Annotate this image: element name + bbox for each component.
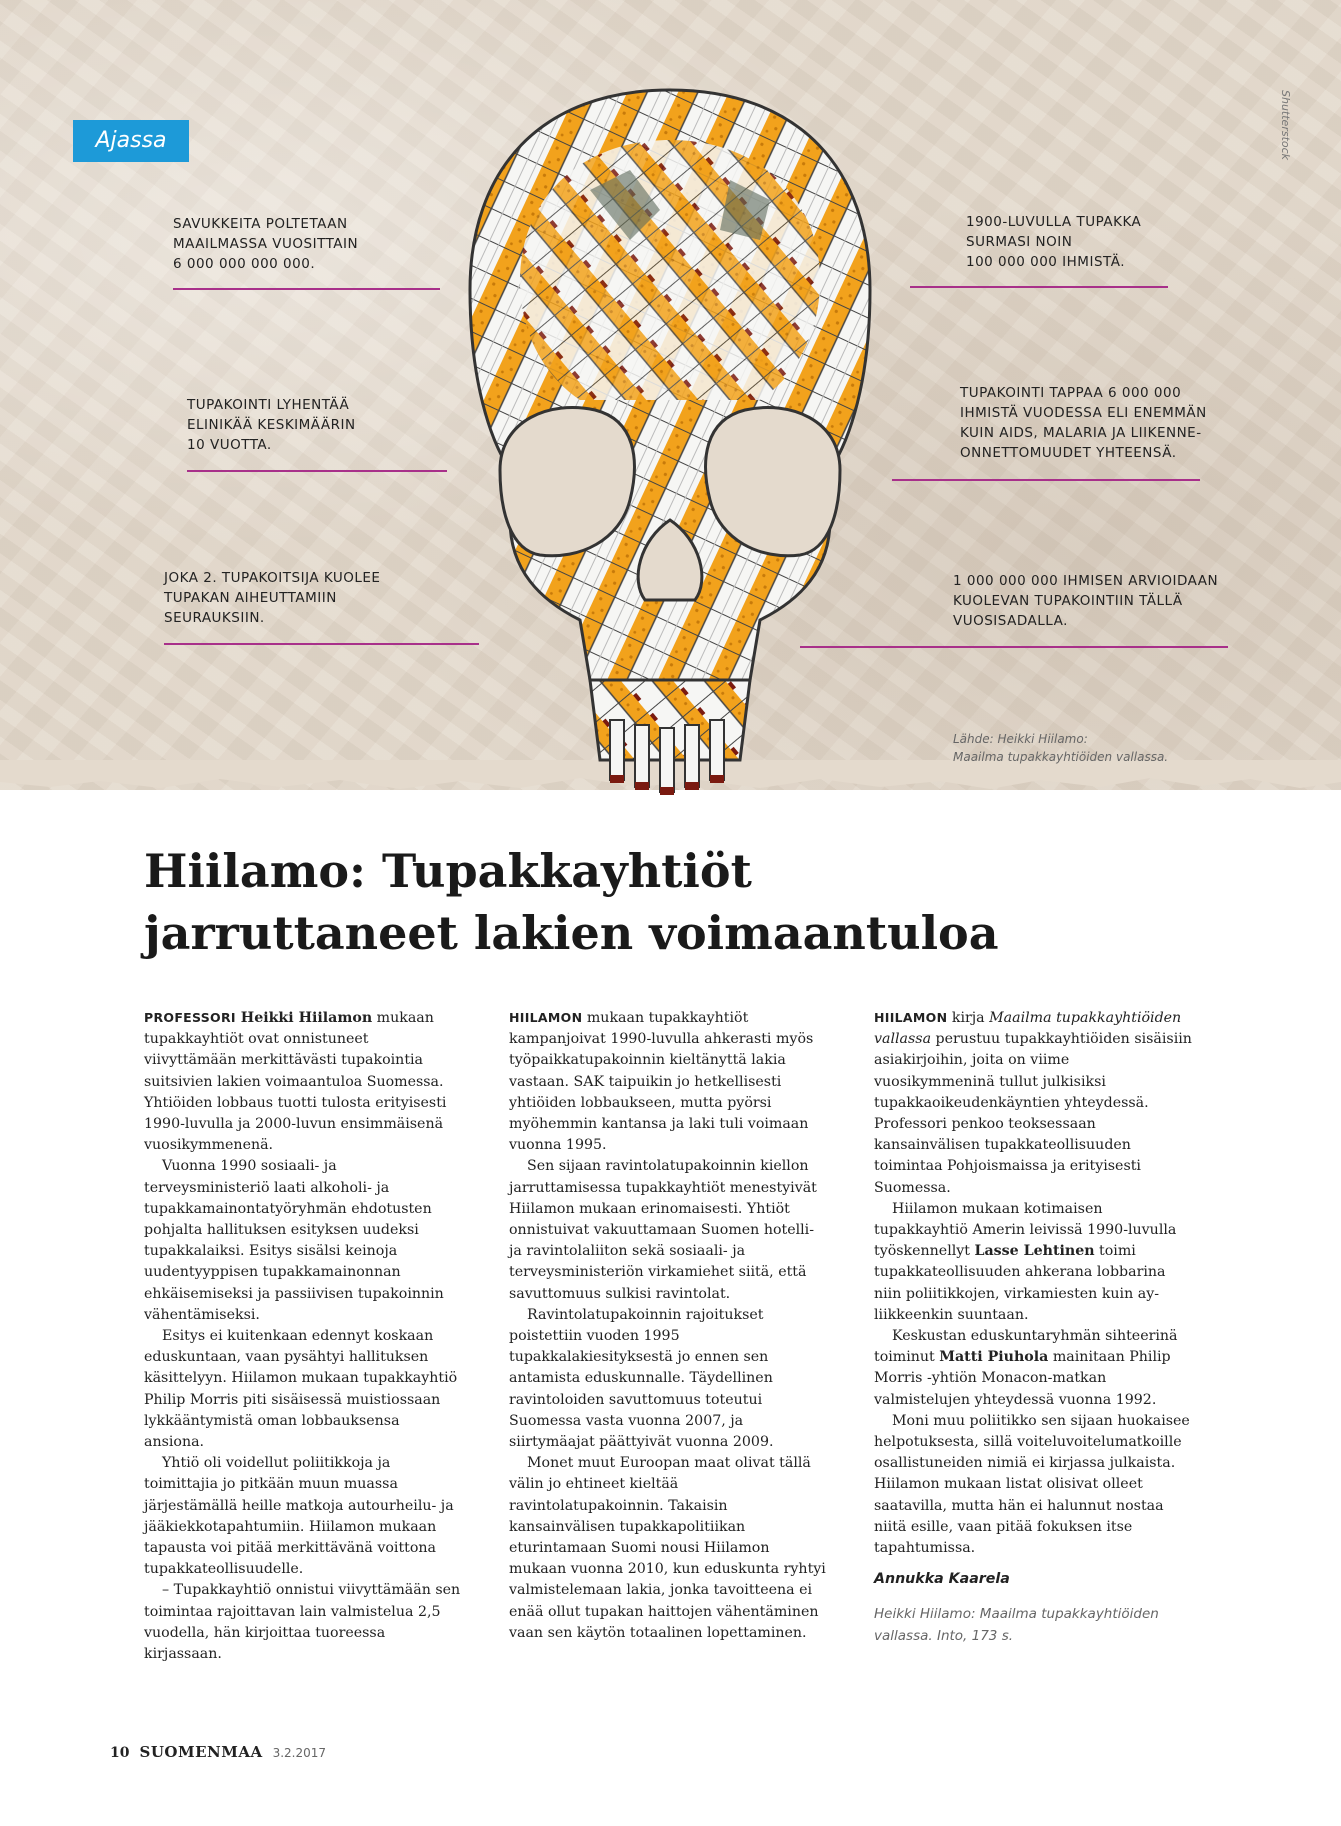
lead-word: PROFESSORI — [144, 1010, 236, 1025]
fact-underline — [800, 646, 1228, 648]
issue-date: 3.2.2017 — [272, 1746, 327, 1760]
article-column-2 — [509, 1007, 829, 1644]
paragraph-text: Keskustan eduskuntaryhmän sihteerinä toiminut — [874, 1328, 1178, 1366]
person-name: Lasse Lehtinen — [974, 1243, 1095, 1260]
fact-line: IHMISTÄ VUODESSA ELI ENEMMÄN — [960, 405, 1207, 421]
fact-line: SEURAUKSIIN. — [164, 610, 265, 626]
fact-underline — [173, 288, 440, 290]
headline-line: jarruttaneet lakien voimaantuloa — [144, 906, 999, 960]
fact-line: 6 000 000 000 000. — [173, 256, 316, 272]
fact-20th-century-deaths — [966, 212, 1246, 272]
infographic-source — [953, 730, 1253, 766]
paragraph: Moni muu poliitikko sen sijaan huokaisee helpotuksesta, sillä voiteluvoitelumatkoille osallistuneiden nimiä ei kirjassa julkaista. Hiilamon mukaan listat olisivat olleet saatavilla, mutta hän ei halunnut nostaa niitä esille, vaan pitää fokuksen itse tapahtumissa. — [874, 1412, 1190, 1557]
person-name: Matti Piuhola — [939, 1349, 1049, 1366]
paragraph-text: mainitaan Philip Morris -yhtiön Monacon-matkan valmistelujen yhteydessä vuonna 1992. — [874, 1349, 1171, 1408]
fact-line: KUIN AIDS, MALARIA JA LIIKENNE- — [960, 425, 1202, 441]
fact-line: 1900-LUVULLA TUPAKKA — [966, 214, 1142, 230]
lead-word: HIILAMON — [509, 1010, 583, 1025]
fact-cigarettes-per-year — [173, 214, 433, 274]
book-title: Maailma tupakkayhtiöiden vallassa — [874, 1010, 1182, 1048]
fact-line: VUOSISADALLA. — [953, 613, 1068, 629]
fact-life-expectancy — [187, 395, 447, 455]
headline-line: Hiilamo: Tupakkayhtiöt — [144, 844, 752, 898]
magazine-name: SUOMENMAA — [139, 1743, 263, 1761]
fact-line: MAAILMASSA VUOSITTAIN — [173, 236, 359, 252]
paragraph: Monet muut Euroopan maat olivat tällä välin jo ehtineet kieltää ravintolatupakoinnin. Takaisin kansainvälisen tupakkapolitiikan eturintamaan Suomi nousi Hiilamon mukaan vuonna 2010, kun eduskunta ryhtyi valmistelemaan lakia, jonka tavoitteena ei enää ollut tupakan haittojen vähentäminen vaan sen käytön totaalinen lopettaminen. — [509, 1455, 826, 1641]
fact-line: 100 000 000 IHMISTÄ. — [966, 254, 1125, 270]
section-tag: Ajassa — [73, 120, 189, 162]
fact-underline — [910, 286, 1168, 288]
fact-line: TUPAKAN AIHEUTTAMIIN — [164, 590, 337, 606]
fact-underline — [187, 470, 447, 472]
book-reference: Heikki Hiilamo: Maailma tupakkayhtiöiden vallassa. Into, 173 s. — [874, 1606, 1159, 1644]
page-number: 10 — [110, 1745, 130, 1761]
fact-line: ONNETTOMUUDET YHTEENSÄ. — [960, 445, 1177, 461]
source-line: Maailma tupakkayhtiöiden vallassa. — [953, 750, 1169, 764]
paragraph: Yhtiö oli voidellut poliitikkoja ja toimittajia jo pitkään muun muassa järjestämällä heille matkoja autourheilu- ja jääkiekkotapahtumiin. Hiilamon mukaan tapausta voi pitää merkittävänä voittona tupakkateollisuudelle. — [144, 1455, 454, 1578]
paragraph-text: toimi tupakkateollisuuden ahkerana lobbarina niin poliitikkojen, virkamiesten kuin ay-liikkeenkin suuntaan. — [874, 1243, 1166, 1323]
paragraph — [509, 1007, 829, 1156]
paragraph: Vuonna 1990 sosiaali- ja terveysministeriö laati alkoholi- ja tupakkamainontatyöryhmän ehdotusten pohjalta hallituksen esityksen uudeksi tupakkalaiksi. Esitys sisälsi keinoja uudentyyppisen tupakkamainonnan ehkäisemiseksi ja passiivisen tupakoinnin vähentämiseksi. — [144, 1158, 444, 1323]
paragraph-text: mukaan tupakkayhtiöt kampanjoivat 1990-luvulla ahkerasti myös työpaikkatupakoinnin kieltänyttä lakia vastaan. SAK taipuikin jo hetkellisesti yhtiöiden lobbaukseen, mutta pyörsi myöhemmin kantansa ja laki tuli voimaan vuonna 1995. — [509, 1010, 814, 1154]
paragraph — [874, 1326, 1194, 1411]
fact-century-estimate — [953, 571, 1263, 631]
fact-line: 10 VUOTTA. — [187, 437, 272, 453]
paragraph — [144, 1007, 464, 1156]
source-line: Lähde: Heikki Hiilamo: — [953, 732, 1088, 746]
photo-credit: Shutterstock — [1279, 90, 1292, 161]
fact-line: SAVUKKEITA POLTETAAN — [173, 216, 348, 232]
page-footer — [110, 1743, 326, 1761]
article-column-1 — [144, 1007, 464, 1665]
fact-underline — [892, 479, 1200, 481]
fact-line: SURMASI NOIN — [966, 234, 1073, 250]
paragraph — [874, 1199, 1194, 1326]
fact-line: KUOLEVAN TUPAKOINTIIN TÄLLÄ — [953, 593, 1183, 609]
fact-line: 1 000 000 000 IHMISEN ARVIOIDAAN — [953, 573, 1219, 589]
paragraph-text: perustuu tupakkayhtiöiden sisäisiin asiakirjoihin, joita on viime vuosikymmeninä tullut julkisiksi tupakkaoikeudenkäyntien yhteydessä. Professori penkoo teoksessaan kansainvälisen tupakkateollisuuden toimintaa Pohjoismaissa ja erityisesti Suomessa. — [874, 1031, 1192, 1196]
fact-annual-deaths — [960, 383, 1260, 463]
fact-line: TUPAKOINTI TAPPAA 6 000 000 — [960, 385, 1182, 401]
paragraph: Esitys ei kuitenkaan edennyt koskaan eduskuntaan, vaan pysähtyi hallituksen käsittelyyn. Hiilamon mukaan tupakkayhtiö Philip Morris piti sisäisessä muistiossaan lykkääntymistä oman lobbauksensa ansiona. — [144, 1328, 458, 1451]
fact-line: JOKA 2. TUPAKOITSIJA KUOLEE — [164, 570, 381, 586]
paragraph-text: kirja — [947, 1010, 990, 1026]
paragraph: Ravintolatupakoinnin rajoitukset poistettiin vuoden 1995 tupakkalakiesityksestä jo ennen sen antamista eduskunnalle. Täydellinen ravintoloiden savuttomuus toteutui Suomessa vasta vuonna 2007, ja siirtymäajat päättyivät vuonna 2009. — [509, 1306, 774, 1451]
article-headline — [144, 840, 1244, 964]
fact-line: TUPAKOINTI LYHENTÄÄ — [187, 397, 350, 413]
fact-every-second-smoker — [164, 568, 454, 628]
author-byline: Annukka Kaarela — [874, 1571, 1010, 1588]
paragraph: – Tupakkayhtiö onnistui viivyttämään sen toimintaa rajoittavan lain valmistelua 2,5 vuodella, hän kirjoittaa tuoreessa kirjassaan. — [144, 1582, 461, 1663]
person-name: Heikki Hiilamon — [235, 1010, 373, 1026]
paragraph: Sen sijaan ravintolatupakoinnin kiellon jarruttamisessa tupakkayhtiöt menestyivät Hiilamon mukaan erinomaisesti. Yhtiöt onnistuivat vakuuttamaan Suomen hotelli- ja ravintolaliiton sekä sosiaali- ja terveysministeriön virkamiehet siitä, että savuttomuus sulkisi ravintolat. — [509, 1158, 817, 1302]
fact-line: ELINIKÄÄ KESKIMÄÄRIN — [187, 417, 356, 433]
paragraph — [874, 1007, 1194, 1199]
article-column-3 — [874, 1007, 1194, 1647]
paragraph-text: mukaan tupakkayhtiöt ovat onnistuneet viivyttämään merkittävästi tupakointia suitsivien lakien voimaantuloa Suomessa. Yhtiöiden lobbaus tuotti tulosta erityisesti 1990-luvulla ja 2000-luvun ensimmäisenä vuosikymmenenä. — [144, 1010, 447, 1154]
cigarette-skull-illustration — [430, 80, 910, 810]
paragraph-text: Hiilamon mukaan kotimaisen tupakkayhtiö Amerin leivissä 1990-luvulla työskennellyt — [874, 1200, 1177, 1260]
fact-underline — [164, 643, 479, 645]
lead-word: HIILAMON — [874, 1010, 948, 1025]
